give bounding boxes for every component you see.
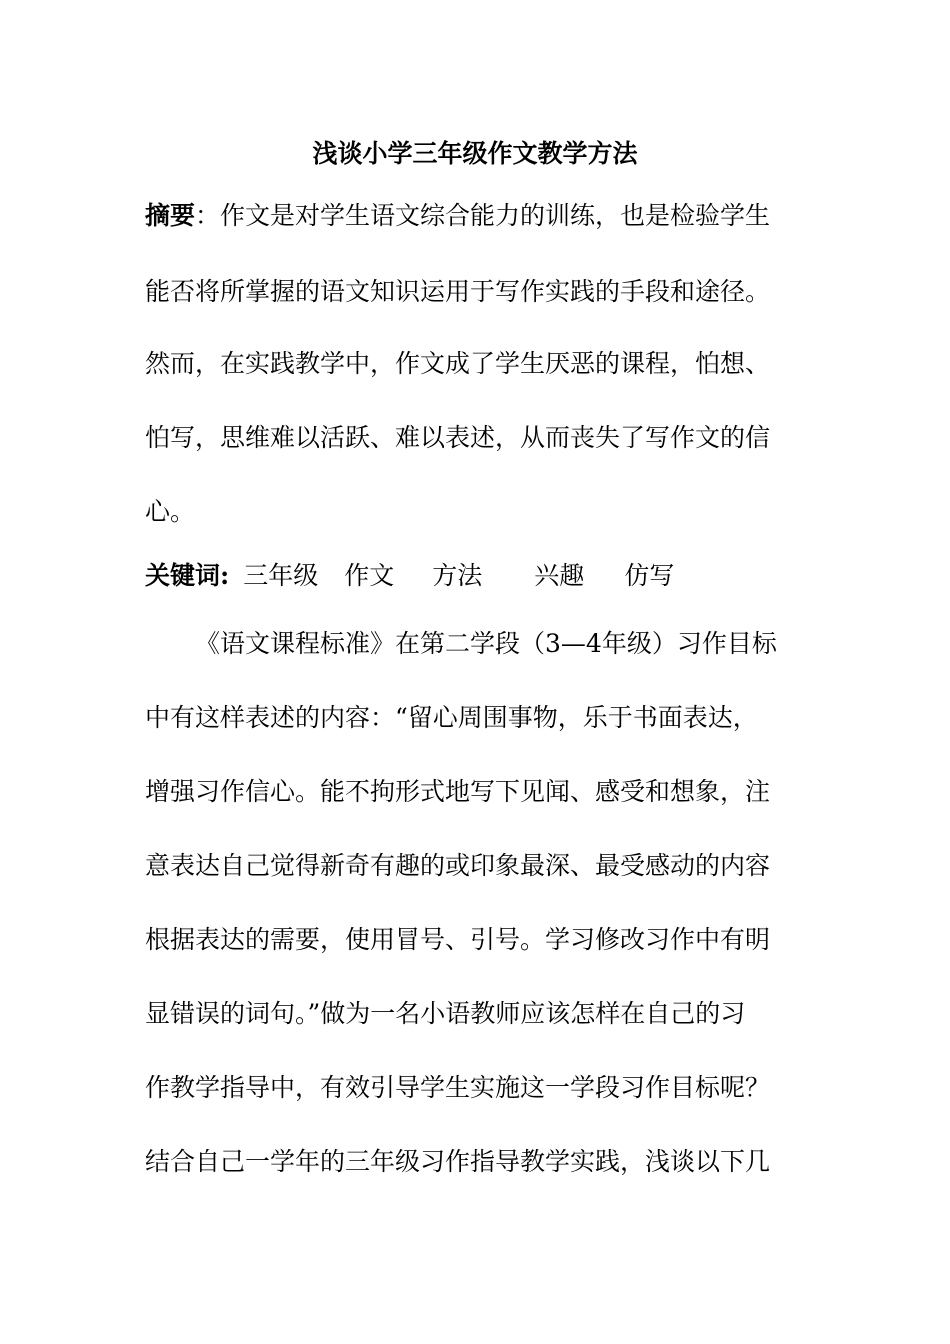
abstract-label: 摘要 <box>145 201 196 230</box>
abstract-colon: ： <box>195 201 221 230</box>
keywords-line <box>145 556 674 596</box>
keyword-item: 三年级 <box>243 561 319 590</box>
body-line-4: 意表达自己觉得新奇有趣的或印象最深、最受感动的内容 <box>145 851 771 880</box>
body-line-6: 显错误的词句。”做为一名小语教师应该怎样在自己的习 <box>145 999 746 1028</box>
keyword-item: 方法 <box>432 561 483 590</box>
abstract-line-5: 心。 <box>145 497 196 526</box>
body-line-1: 《语文课程标准》在第二学段（3—4年级）习作目标 <box>195 629 777 658</box>
keyword-item: 仿写 <box>624 561 675 590</box>
abstract-line-4: 怕写，思维难以活跃、难以表述，从而丧失了写作文的信 <box>145 423 771 452</box>
body-line-5: 根据表达的需要，使用冒号、引号。学习修改习作中有明 <box>145 925 771 954</box>
document-title: 浅谈小学三年级作文教学方法 <box>312 139 638 168</box>
abstract-text-1: 作文是对学生语文综合能力的训练，也是检验学生 <box>220 201 771 230</box>
keywords-colon: : <box>220 561 230 590</box>
abstract-line-1 <box>145 196 770 236</box>
keyword-item: 兴趣 <box>534 561 585 590</box>
body-line-7: 作教学指导中，有效引导学生实施这一学段习作目标呢？ <box>145 1073 771 1102</box>
body-line-8: 结合自己一学年的三年级习作指导教学实践，浅谈以下几 <box>145 1147 771 1176</box>
abstract-line-2: 能否将所掌握的语文知识运用于写作实践的手段和途径。 <box>145 277 771 306</box>
abstract-line-3: 然而，在实践教学中，作文成了学生厌恶的课程，怕想、 <box>145 349 771 378</box>
keywords-label: 关键词 <box>145 561 221 590</box>
body-line-3: 增强习作信心。能不拘形式地写下见闻、感受和想象，注 <box>145 777 771 806</box>
keyword-item: 作文 <box>344 561 395 590</box>
body-line-2: 中有这样表述的内容：“留心周围事物，乐于书面表达， <box>145 703 758 732</box>
